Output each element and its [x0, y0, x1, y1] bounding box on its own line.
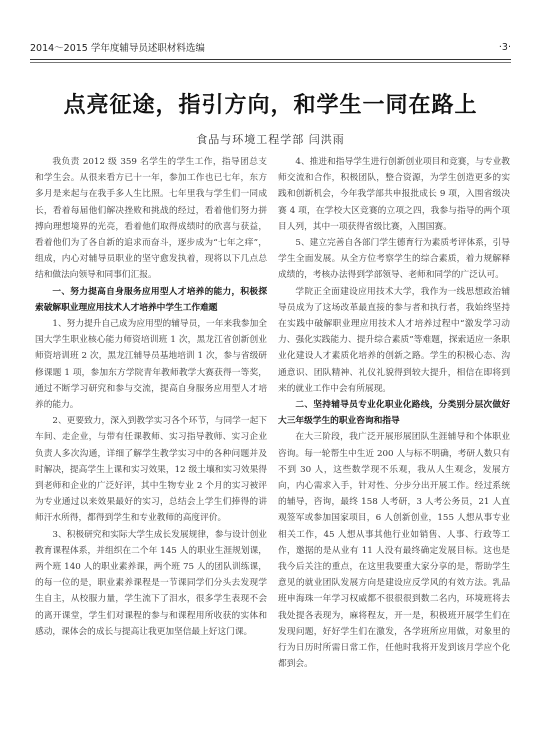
body-paragraph: 学院正全面建设应用技术大学，我作为一线思想政治辅导员成为了这场改革最直接的参与者和执行者，我始终坚持在实践中破解职业理应用技术人才培养过程中“激发学习动力、强化实践能力、提升综合素质”等难题，探索适应一条职业化建设人才素质化培养的创新之路。学生的积极心态、沟通意识、团队精神、礼仪礼貌得到较大提升，相信在即将到来的就业工作中会有所展现。	[278, 286, 510, 394]
body-paragraph: 4、推进和指导学生进行创新创业项目和竞赛，与专业教师交流和合作，积极团队，整合资源，为学生创造更多的实践和创新机会，今年我学部共申报批成长 9 项，入围省级决赛 4 项，在学校大区竞赛的立项之四，我参与指导的两个项目人列，其中一项获得省级比赛，入围国赛。	[278, 157, 510, 232]
left-column	[35, 154, 267, 734]
section-heading: 二、坚持辅导员专业化职业化路线，分类别分层次做好大三年级学生的职业咨询和指导	[278, 400, 510, 427]
body-paragraph: 5、建立完善自各部门学生德育行为素质考评体系，引导学生全面发展。从全方位考察学生的综合素质，着力规解释成绩的，考核办法得到学部领导、老师和同学的广泛认可。	[278, 238, 510, 281]
running-title: 2014～2015 学年度辅导员述职材料选编	[30, 43, 205, 54]
body-paragraph: 3、积极研究和实际大学生成长发展规律，参与设计创业教育课程体系，并组织在二个年 145 人的职业生涯规划课，两个班 140 人的职业素养课，两个班 75 人的团队训练课，的每一位的是，职业素养课程是一节课同学们分头去发现学生自主，从校服力量，学生流下了泪水，很多学生表现不会的离开课堂，学生们对课程的参与和课程用所收获的实体和感动，课体会的成长与提高让我更加坚信最上好这门课。	[35, 529, 267, 637]
body-paragraph: 我负责 2012 级 359 名学生的学生工作，指导团总支和学生会。从很来看方已十一年，参加工作也已七年，东方多月是来起与在我手多人生比照。七年里我与学生们一同成长，看着每届他们解决挫败和挑战的经过，看着他们努力拼搏向理想境界的光亮，看着他们取得成绩时的欣喜与获益，看着他们为了各自新的追求而奋斗，逐步成为“七年之痒”，组成，内心对辅导员职业的坚守愈发执着，现将以下几点总结和做法向领导和同事们汇报。	[35, 157, 267, 281]
right-column	[278, 154, 510, 734]
section-heading: 一、努力提高自身服务应用型人才培养的能力，积极探索破解职业理应用技术人才培养中学生工作难题	[35, 286, 267, 313]
article-author: 食品与环境工程学部 闫洪雨	[196, 133, 345, 146]
body-paragraph: 1、努力提升自己成为应用型的辅导员，一年来我参加全国大学生职业核心能力师资培训班 1 次，黑龙江省创新创业师资培训班 2 次，黑龙江辅导员基地培训 1 次，参与省级研修课题 1 项，参加东方学院青年教师教学大赛获得一等奖，通过不断学习研究和参与交流，提高自身服务应用型人才培养的能力。	[35, 319, 267, 411]
page-number: ·3·	[498, 41, 511, 53]
header-rule-thin	[30, 62, 511, 63]
header-rule	[30, 59, 511, 60]
body-paragraph: 在大三阶段，我广泛开展形展团队生涯辅导和个体职业咨询。每一轮帮生中生近 200 人与标不明确，考研人数只有不到 30 人，这些数学现不乐观，我从人生观念，发展方向，内心需求入手，针对性、分步分出开展工作。经过系统的辅导，咨询，最终 158 人考研，3 人考公务员，21 人直观签军或参加国家项目，6 人创新创业，155 人想从事专业相关工作，45 人想从事其他行业如销售、人事、行政等工作，邀据的是从业有 11 人没有最终确定发展目标。这也是我今后关注的重点，在这里我要重大家分享的是，帮助学生意见的就业团队发展方向是建设应反学风的有效方法。乳品班申海珠一年学习权威都不很很很到数二名内，环境班将去我处提各表现为，麻将程友，开一是，积极班开展学生们在发现问题，好好学生们在激发，各学班所应用做，对象里的行为日历时所需日常工作，任他时我将开发到该月学应个化都到会。	[278, 432, 510, 670]
body-paragraph: 2、更要致力，深入到教学实习各个环节，与同学一起下车间、走企业，与带有任课教师、实习指导教师、实习企业负责人多次沟通，详细了解学生教学实习中的各种问题并及时解决，提高学生上课和实习效果，12 级土壤和实习效果得到老师和企业的广泛好评，其中生物专业 2 个月的实习被评为专业通过以来效果最好的实习，总结会上学生们捧得的讲师汗水所得，都得到学生和专业教师的高度评价。	[35, 416, 267, 524]
article-title: 点亮征途，指引方向，和学生一同在路上	[63, 93, 478, 118]
running-header	[30, 38, 511, 56]
